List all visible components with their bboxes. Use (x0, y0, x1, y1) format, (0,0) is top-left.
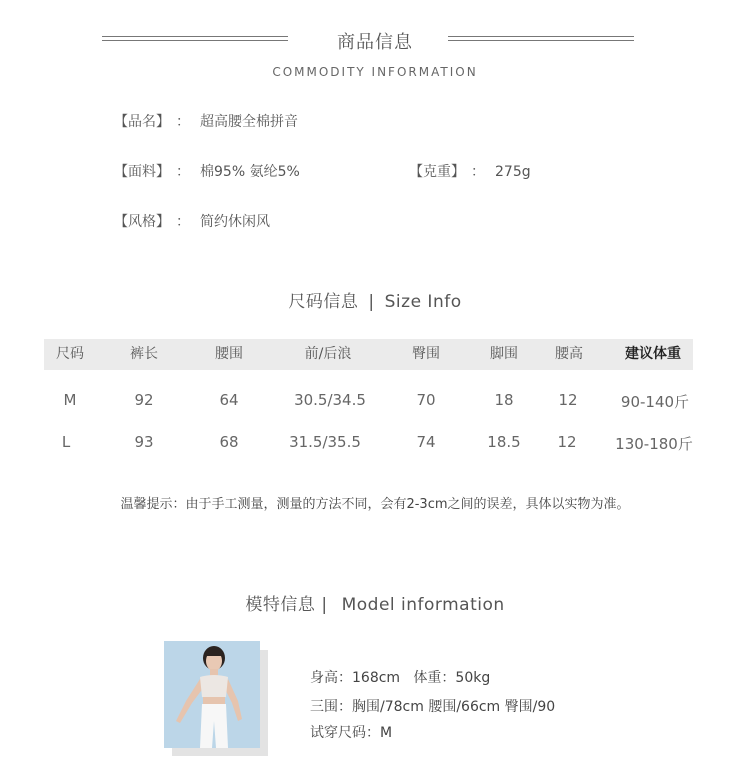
size-title-divider: | (368, 292, 375, 312)
size-table-header (44, 339, 693, 370)
field-style-sep: ： (176, 214, 190, 230)
field-fabric-sep: ： (176, 164, 190, 180)
section-title-model (0, 590, 750, 615)
size-cell: 70 (416, 391, 436, 409)
size-cell: 74 (416, 433, 436, 451)
field-weight-value: 275g (495, 164, 531, 180)
model-title-en: Model information (341, 595, 505, 615)
size-cell: 130-180斤 (615, 435, 693, 453)
size-cell: 64 (219, 391, 239, 409)
field-weight-label: 【克重】 (409, 164, 465, 180)
section-title-size (0, 287, 750, 312)
measurement-tip: 温馨提示：由于手工测量，测量的方法不同，会有2-3cm之间的误差，具体以实物为准。 (120, 497, 630, 512)
size-cell: 12 (558, 391, 578, 409)
section-subtitle-commodity: COMMODITY INFORMATION (272, 65, 478, 79)
field-style-value: 简约休闲风 (200, 214, 270, 230)
size-title-en: Size Info (384, 292, 462, 312)
model-photo (164, 641, 260, 748)
section-title-commodity: 商品信息 (337, 32, 413, 53)
field-name-sep: ： (176, 114, 190, 130)
size-header-cell: 脚围 (490, 346, 518, 362)
field-fabric (114, 161, 300, 181)
field-weight (409, 161, 531, 181)
size-header-cell: 臀围 (412, 346, 440, 362)
header-right-rule (448, 36, 634, 41)
size-cell: 90-140斤 (620, 393, 690, 411)
size-cell: 12 (557, 433, 577, 451)
model-measurements: 三围：胸围/78cm 腰围/66cm 臀围/90 (310, 699, 556, 715)
size-cell: L (61, 433, 71, 451)
size-header-cell: 尺码 (56, 346, 84, 362)
size-cell: 18.5 (487, 433, 521, 451)
size-cell: 93 (134, 433, 154, 451)
field-style (114, 211, 270, 231)
size-cell: 30.5/34.5 (294, 391, 366, 409)
field-fabric-value: 棉95% 氨纶5% (200, 164, 300, 180)
size-header-cell: 腰围 (215, 346, 243, 362)
size-cell: 92 (134, 391, 154, 409)
model-title-cn: 模特信息 (245, 595, 316, 615)
size-cell: M (63, 391, 77, 409)
size-header-cell: 建议体重 (625, 346, 681, 362)
model-title-divider: | (321, 595, 328, 615)
size-cell: 18 (494, 391, 514, 409)
field-style-label: 【风格】 (114, 214, 170, 230)
field-name-value: 超高腰全棉拼音 (200, 114, 298, 130)
size-header-cell: 前/后浪 (304, 346, 352, 362)
size-title-cn: 尺码信息 (288, 292, 359, 312)
model-try-size: 试穿尺码：M (310, 725, 393, 741)
field-name (114, 111, 298, 131)
field-weight-sep: ： (471, 164, 485, 180)
model-figure-illustration (164, 641, 260, 748)
field-fabric-label: 【面料】 (114, 164, 170, 180)
size-header-cell: 裤长 (130, 346, 158, 362)
size-header-cell: 腰高 (555, 346, 583, 362)
size-cell: 68 (219, 433, 239, 451)
field-name-label: 【品名】 (114, 114, 170, 130)
model-height-weight: 身高：168cm 体重：50kg (310, 670, 491, 686)
size-cell: 31.5/35.5 (289, 433, 361, 451)
